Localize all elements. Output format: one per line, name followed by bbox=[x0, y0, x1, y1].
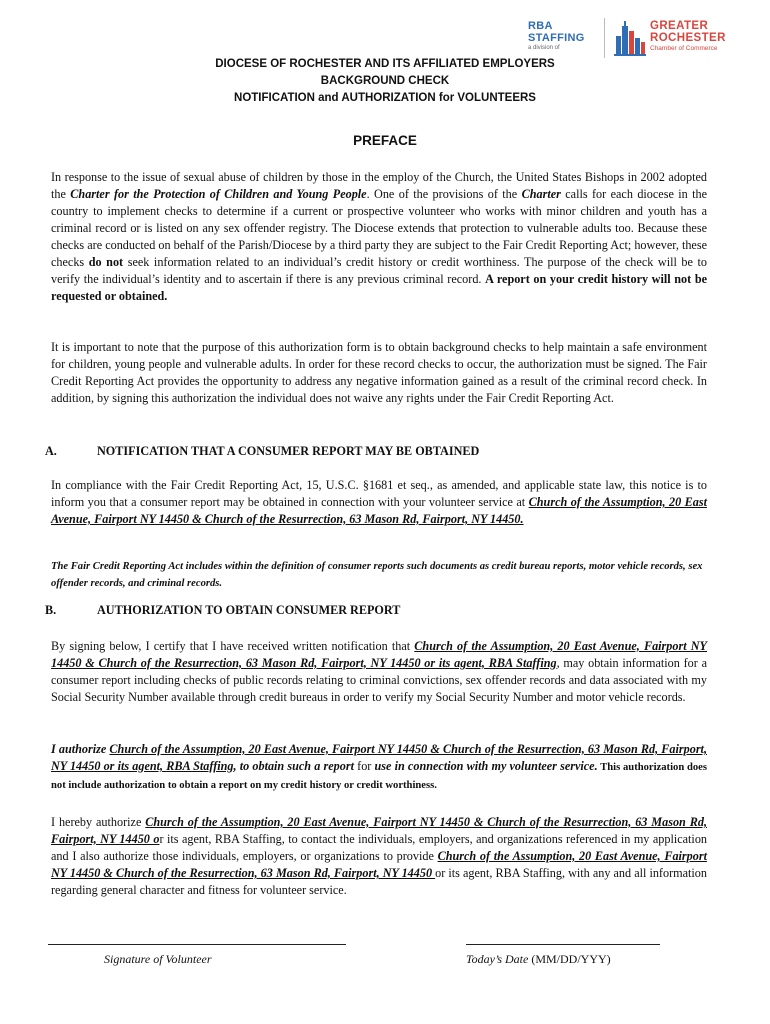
grc-logo-line1: GREATER bbox=[650, 20, 709, 32]
section-b-paragraph-1 bbox=[51, 638, 707, 706]
section-a-heading bbox=[45, 443, 705, 460]
grc-logo-line2: ROCHESTER bbox=[650, 32, 726, 44]
church-names: Church of the Assumption, 20 East Avenue, Fairport NY 14450 & Church of the Resurrection, 63 Mason Rd, Fairport, NY 14450 or its agent, RBA Staffing bbox=[51, 639, 707, 670]
text-run: use in connection with my volunteer service. bbox=[374, 759, 598, 773]
text-run: calls for each diocese in the country to implement checks to determine if a current or prospective volunteer who works with minor children and youth has a criminal record or is listed on any sex offender registry. The Diocese extends that protection to vulnerable adults too. Because these checks are conducted on behalf of the Parish/Diocese by a third party they are subject to the Fair Credit Reporting Act; however, these checks bbox=[51, 187, 708, 269]
charter-title: Charter for the Protection of Children and Young People bbox=[70, 187, 367, 201]
text-run: . One of the provisions of the bbox=[366, 187, 522, 201]
rba-logo-line2: STAFFING bbox=[528, 32, 585, 44]
rba-logo-line1: RBA bbox=[528, 20, 553, 32]
preface-paragraph-1 bbox=[51, 169, 707, 305]
text-run: , may obtain information for a consumer report including checks of public records relating to criminal convictions, sex offender records and data associated with my Social Security Number available through credit bureaus in order to verify my Social Security Number and motor vehicle records. bbox=[51, 656, 707, 704]
section-letter: A. bbox=[45, 444, 57, 458]
document-header bbox=[0, 56, 770, 107]
greater-rochester-logo bbox=[650, 20, 726, 53]
preface-title: PREFACE bbox=[353, 133, 417, 148]
section-b-paragraph-2 bbox=[51, 741, 707, 794]
section-letter: B. bbox=[45, 603, 57, 617]
text-run: or its agent, RBA Staffing, with any and all information regarding general character and fitness for volunteer service. bbox=[51, 866, 707, 897]
date-label bbox=[466, 952, 611, 967]
date-line[interactable] bbox=[466, 944, 660, 945]
text-run: seek information related to an individual’s credit history or credit worthiness. The purpose of the check will be to verify the individual’s identity and to ascertain if there is any previous criminal record. bbox=[51, 255, 707, 286]
header-line1: DIOCESE OF ROCHESTER AND ITS AFFILIATED EMPLOYERS bbox=[215, 58, 555, 70]
church-names: Church of the Assumption, 20 East Avenue, Fairport NY 14450 & Church of the Resurrection, 63 Mason Rd, Fairport, NY 14450 o bbox=[51, 815, 707, 846]
text-run: r its agent, RBA Staffing, to contact the individuals, employers, and organizations referenced in my application and I also authorize those individuals, employers, or organizations to provide bbox=[51, 832, 708, 863]
logo-divider bbox=[604, 18, 605, 58]
text-run: By signing below, I certify that I have received written notification that bbox=[51, 639, 415, 653]
text-run: I authorize bbox=[51, 742, 110, 756]
section-a-paragraph bbox=[51, 477, 707, 528]
skyline-icon bbox=[614, 18, 646, 56]
church-names: Church of the Assumption, 20 East Avenue, Fairport NY 14450 & Church of the Resurrection, 63 Mason Rd, Fairport, NY 14450. bbox=[51, 495, 707, 526]
text-run: I hereby authorize bbox=[51, 815, 146, 829]
rba-logo-line3: a division of bbox=[528, 45, 560, 51]
text-run: , to obtain such a report bbox=[233, 759, 358, 773]
section-b-heading bbox=[45, 602, 705, 619]
charter-word: Charter bbox=[521, 187, 561, 201]
date-label-text: Today’s Date bbox=[466, 952, 529, 966]
signature-label: Signature of Volunteer bbox=[104, 952, 212, 966]
header-line2: BACKGROUND CHECK bbox=[320, 75, 450, 87]
church-names: Church of the Assumption, 20 East Avenue, Fairport NY 14450 & Church of the Resurrection, 63 Mason Rd, Fairport, NY 14450 bbox=[51, 849, 707, 880]
section-a-note: The Fair Credit Reporting Act includes within the definition of consumer reports such documents as credit bureau reports, motor vehicle records, sex offender records, and criminal records. bbox=[51, 561, 703, 589]
text-run: In response to the issue of sexual abuse of children by those in the employ of the Church, the United States Bishops in 2002 adopted the bbox=[51, 170, 707, 201]
text-run: for bbox=[357, 759, 375, 773]
section-title: NOTIFICATION THAT A CONSUMER REPORT MAY BE OBTAINED bbox=[97, 444, 480, 458]
section-title: AUTHORIZATION TO OBTAIN CONSUMER REPORT bbox=[97, 603, 401, 617]
rba-staffing-logo bbox=[528, 20, 585, 52]
date-format-text: (MM/DD/YYY) bbox=[528, 952, 611, 966]
do-not-emphasis: do not bbox=[88, 255, 124, 269]
credit-history-notice: A report on your credit history will not be requested or obtained. bbox=[51, 272, 708, 303]
header-line3: NOTIFICATION and AUTHORIZATION for VOLUNTEERS bbox=[234, 92, 536, 104]
preface-paragraph-2: It is important to note that the purpose of this authorization form is to obtain background checks to help maintain a safe environment for children, young people and vulnerable adults. In order for these record checks to occur, the authorization must be signed. The Fair Credit Reporting Act provides the opportunity to address any negative information gained as a result of the criminal record check. In addition, by signing this authorization the individual does not waive any rights under the Fair Credit Reporting Act. bbox=[51, 340, 707, 405]
text-run: In compliance with the Fair Credit Reporting Act, 15, U.S.C. §1681 et seq., as amended, and applicable state law, this notice is to inform you that a consumer report may be obtained in connection with your volunteer service at bbox=[51, 478, 707, 509]
section-b-paragraph-3 bbox=[51, 814, 707, 899]
church-names: Church of the Assumption, 20 East Avenue, Fairport NY 14450 & Church of the Resurrection, 63 Mason Rd, Fairport, NY 14450 or its agent, RBA Staffing bbox=[51, 742, 707, 773]
grc-logo-line3: Chamber of Commerce bbox=[650, 45, 718, 52]
credit-exclusion-note: This authorization does not include authorization to obtain a report on my credit history or credit worthiness. bbox=[51, 762, 707, 791]
signature-line[interactable] bbox=[48, 944, 346, 945]
